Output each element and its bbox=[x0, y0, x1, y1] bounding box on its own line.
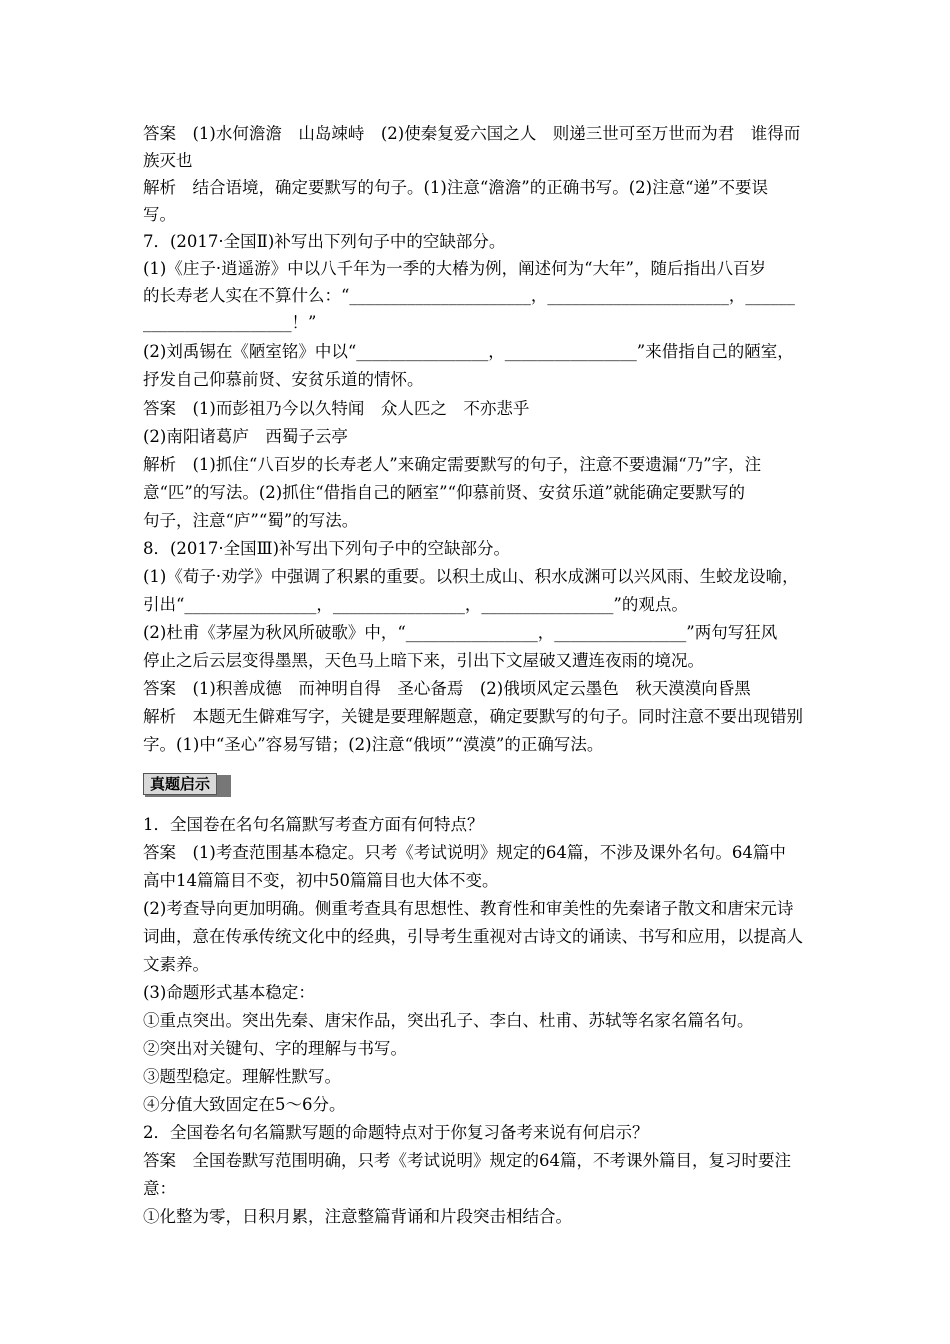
insight-item-3: ③题型稳定。理解性默写。 bbox=[143, 1067, 341, 1086]
question-7-part1-blanks-cont: __________________！” bbox=[143, 313, 317, 332]
analysis-7-line: 解析 (1)抓住“八百岁的长寿老人”来确定需要默写的句子，注意不要遗漏“乃”字，注 bbox=[143, 455, 762, 474]
insight-point-2-cont: 词曲，意在传承传统文化中的经典，引导考生重视对古诗文的诵读、书写和应用，以提高人 bbox=[143, 927, 803, 946]
insight-answer-2-item-1: ①化整为零，日积月累，注意整篇背诵和片段突击相结合。 bbox=[143, 1207, 572, 1226]
insight-answer-1-cont: 高中14篇篇目不变，初中50篇篇目也大体不变。 bbox=[143, 871, 499, 890]
analysis-line-cont: 写。 bbox=[143, 205, 176, 224]
question-8-part2: (2)杜甫《茅屋为秋风所破歌》中，“________________，________________”两句写狂风 bbox=[143, 623, 778, 642]
question-7-part1: (1)《庄子·逍遥游》中以八千年为一季的大椿为例，阐述何为“大年”，随后指出八百岁 bbox=[143, 259, 766, 278]
question-8-part1: (1)《荀子·劝学》中强调了积累的重要。以积土成山、积水成渊可以兴风雨、生蛟龙设喻， bbox=[143, 567, 799, 586]
analysis-8-line: 解析 本题无生僻难写字，关键是要理解题意，确定要默写的句子。同时注意不要出现错别 bbox=[143, 707, 803, 726]
question-8-part1-blanks: 引出“________________，________________，________________”的观点。 bbox=[143, 595, 688, 614]
analysis-7-line-2: 意“匹”的写法。(2)抓住“借指自己的陋室”“仰慕前贤、安贫乐道”就能确定要默写的 bbox=[143, 483, 745, 502]
answer-line: 答案 (1)水何澹澹 山岛竦峙 (2)使秦复爱六国之人 则递三世可至万世而为君 谁得而 bbox=[143, 124, 801, 143]
question-7-part2: (2)刘禹锡在《陋室铭》中以“________________，________________”来借指自己的陋室， bbox=[143, 342, 794, 361]
question-8-heading: 8．(2017·全国Ⅲ)补写出下列句子中的空缺部分。 bbox=[143, 539, 511, 558]
question-7-part2-cont: 抒发自己仰慕前贤、安贫乐道的情怀。 bbox=[143, 370, 424, 389]
insight-answer-2-cont: 意： bbox=[143, 1179, 176, 1198]
answer-7-line-2: (2)南阳诸葛庐 西蜀子云亭 bbox=[143, 427, 348, 446]
insight-point-2-cont2: 文素养。 bbox=[143, 955, 209, 974]
insight-question-1: 1．全国卷在名句名篇默写考查方面有何特点？ bbox=[143, 815, 484, 834]
answer-8-line: 答案 (1)积善成德 而神明自得 圣心备焉 (2)俄顷风定云墨色 秋天漠漠向昏黑 bbox=[143, 679, 751, 698]
insight-answer-2: 答案 全国卷默写范围明确，只考《考试说明》规定的64篇，不考课外篇目，复习时要注 bbox=[143, 1151, 791, 1170]
section-tag: 真题启示 bbox=[143, 773, 217, 795]
analysis-line: 解析 结合语境，确定要默写的句子。(1)注意“澹澹”的正确书写。(2)注意“递”不要误 bbox=[143, 178, 768, 197]
insight-point-3: (3)命题形式基本稳定： bbox=[143, 983, 315, 1002]
answer-line-cont: 族灭也 bbox=[143, 151, 193, 170]
insight-item-4: ④分值大致固定在5～6分。 bbox=[143, 1095, 346, 1114]
analysis-7-line-3: 句子，注意“庐”“蜀”的写法。 bbox=[143, 511, 359, 530]
question-7-heading: 7．(2017·全国Ⅱ)补写出下列句子中的空缺部分。 bbox=[143, 232, 506, 251]
question-7-part1-blanks: 的长寿老人实在不算什么：“______________________，______________________，______ bbox=[143, 286, 795, 305]
insight-question-2: 2．全国卷名句名篇默写题的命题特点对于你复习备考来说有何启示？ bbox=[143, 1123, 649, 1142]
answer-7-line: 答案 (1)而彭祖乃今以久特闻 众人匹之 不亦悲乎 bbox=[143, 399, 530, 418]
insight-item-1: ①重点突出。突出先秦、唐宋作品，突出孔子、李白、杜甫、苏轼等名家名篇名句。 bbox=[143, 1011, 754, 1030]
insight-item-2: ②突出对关键句、字的理解与书写。 bbox=[143, 1039, 407, 1058]
insight-point-2: (2)考查导向更加明确。侧重考查具有思想性、教育性和审美性的先秦诸子散文和唐宋元诗 bbox=[143, 899, 794, 918]
analysis-8-line-2: 字。(1)中“圣心”容易写错；(2)注意“俄顷”“漠漠”的正确写法。 bbox=[143, 735, 604, 754]
insight-answer-1: 答案 (1)考查范围基本稳定。只考《考试说明》规定的64篇，不涉及课外名句。64篇中 bbox=[143, 843, 786, 862]
question-8-part2-cont: 停止之后云层变得墨黑，天色马上暗下来，引出下文屋破又遭连夜雨的境况。 bbox=[143, 651, 704, 670]
